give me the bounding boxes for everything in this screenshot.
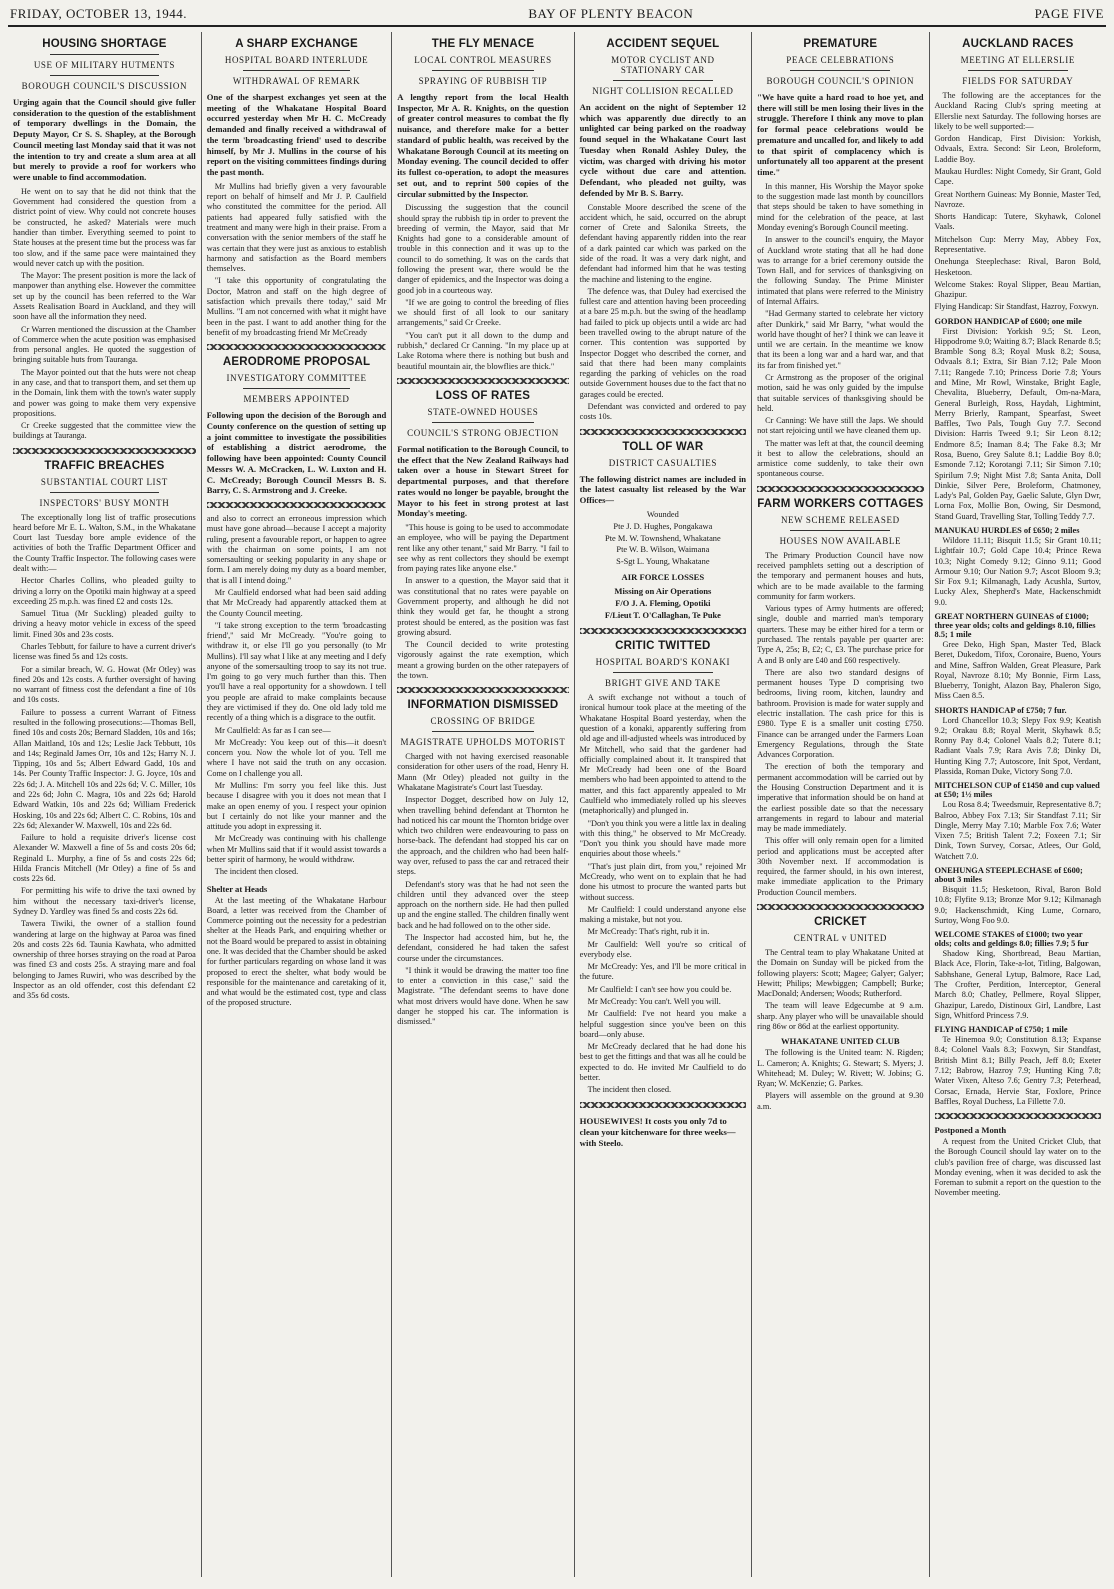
columns [8, 32, 1106, 1577]
paragraph: The Central team to play Whakatane United at the Domain on Sunday will be picked from the following players: Scott; Magee; Galyer; Galyer; Hewitt; Philips; Mewbiggen; Campbell; Burke; MacDonald; Andersen; Woods; Rutherford. [757, 948, 924, 999]
deck: BRIGHT GIVE AND TAKE [605, 678, 721, 689]
paragraph: Mr Caulfield: I can't see how you could be. [587, 984, 732, 994]
article-body [580, 203, 746, 423]
paragraph: "I take strong exception to the term 'broadcasting friend'," said Mr McCready. "You're going to withdraw it, or else I'll go you personally (to Mr Mullins). I'll say what I like at any meeting and I defy anyone of the somersaulting troop to say its not true. I'm going to go very much further than this. Then you'll have a real opportunity for a showdown. I tell you people are afraid to make complaints because they are victimised if they do. One old lady told me recently of a thing which is a disgrace to the outfit. [206, 620, 387, 723]
deck: BOROUGH COUNCIL'S OPINION [766, 76, 915, 86]
deck: INSPECTORS' BUSY MONTH [39, 497, 170, 508]
deck: DISTRICT CASUALTIES [608, 457, 717, 468]
story-housing [13, 38, 196, 442]
paragraph: Mr McCready: You can't. Well you will. [587, 997, 721, 1007]
paragraph: Cr Warren mentioned the discussion at the Chamber of Commerce when the acute position was emphasised from personal angles. He quoted the suggestion of bringing suitable huts from Tauranga. [13, 324, 196, 365]
paragraph: Various types of Army hutments are offered; single, double and married man's temporary quarters. These may be either hired for a term or purchased. The rentals payable per quarter are: Type A, 25s; B, £2; C, £3. The purchase price for A and B only are £40 and £60 respectively. [757, 604, 924, 665]
ornamental-rule [13, 448, 196, 454]
paragraph: The defence was, that Duley had exercised the fullest care and attention having been proceeding at a bare 25 m.p.h. but the swing of the headlamp had failed to pick up objects until a wide arc had been travelled owing to the abrupt nature of the corner. This contention was supported by Inspector Dogget who described the corner, and said that there had been many complaints regarding the parking of vehicles on the road outside Government houses due to the fact that no garages could be erected. [579, 286, 747, 399]
divider [613, 80, 713, 81]
lead-paragraph: "We have quite a hard road to hoe yet, and there will still be men losing their lives in the struggle. Therefore I think any move to plan for formal peace celebrations would be premature and uncalled for, and likely to add to that spirit of complacency which is unfortunately all too apparent at the present time." [757, 92, 924, 178]
paragraph: Inspector Dogget, described how on July 12, when travelling behind defendant at Thornton he had noticed his car mount the Thornton bridge over which two children were endeavouring to pass on horse-back. The defendant had stopped his car on the approach, and the children who had been half-way over, refused to pass the car and retraced their steps. [397, 795, 569, 877]
list-item: Pte M. W. Townshend, Whakatane [605, 533, 721, 543]
article-body [757, 551, 923, 898]
deck: SUBSTANTIAL COURT LIST [40, 476, 168, 487]
newspaper-title: BAY OF PLENTY BEACON [528, 6, 694, 21]
lead-paragraph: Urging again that the Council should give fuller consideration to the question of the establishment of temporary dwellings in the Domain, the Deputy Mayor, Cr S. S. Shapley, at the Borough Council meeting last Monday said that it was not the intention to try and create a slum area at all but merely to provide a roof for workers who were unable to find accommodation. [13, 97, 196, 183]
race-title: MANUKAU HURDLES of £650; 2 miles [934, 525, 1080, 535]
headline: TRAFFIC BREACHES [44, 459, 165, 472]
page-number: PAGE FIVE [1034, 6, 1104, 21]
paragraph: At the last meeting of the Whakatane Harbour Board, a letter was received from the Chamber of Commerce pointing out the necessity for a pedestrian shelter at the Heads Park, and enquiring whether or not the Board would be prepared to assist in obtaining one. It was decided that the Chamber should be asked for further particulars regarding on whose land it was proposed to erect the shelter, what body would be responsible for the maintenance and caretaking of it, and what would be the estimated cost, type and class of the proposed structure. [206, 895, 387, 1008]
headline: PREMATURE [803, 38, 878, 50]
paragraph: The Primary Production Council have now received pamphlets setting out a description of the temporary and permanent houses and huts, which are to be made available to the farming community for farm workers. [757, 550, 924, 601]
paragraph: The team will leave Edgecumbe at 9 a.m. sharp. Any player who will be unavailable should ring 86w or 86d at the earliest opportunity. [757, 1001, 924, 1031]
divider [50, 54, 160, 55]
paragraph: Mr McCready: Yes, and I'll be more critical in the future. [579, 962, 747, 982]
race-title: MITCHELSON CUP of £1450 and cup valued at £50; 1½ miles [934, 781, 1100, 800]
tip-line: Flying Handicap: Sir Standfast, Hazroy, Foxwyn. [934, 302, 1099, 312]
column-3 [392, 32, 574, 1577]
headline: FARM WORKERS COTTAGES [757, 497, 924, 510]
deck: COUNCIL'S STRONG OBJECTION [407, 427, 559, 438]
lead-paragraph: One of the sharpest exchanges yet seen at the meeting of the Whakatane Hospital Board occurred yesterday when Mr H. C. McCready demanded and finally received a withdrawal of the term 'broadcasting friend' used to describe himself, by Mr J. Mullins in the course of his report on the visiting committees findings during the past month. [206, 92, 387, 178]
ornamental-rule [580, 429, 746, 435]
tip-line: Mitchelson Cup: Merry May, Abbey Fox, Representative. [934, 234, 1101, 254]
story-cricket [757, 916, 923, 1112]
headline: AUCKLAND RACES [962, 38, 1074, 50]
deck: STATE-OWNED HOUSES [427, 406, 539, 417]
headline: CRICKET [814, 916, 867, 929]
divider [243, 388, 351, 389]
subheading: Missing on Air Operations [614, 586, 712, 597]
story-auckland-races [935, 38, 1101, 1107]
paragraph: Mr Caulfield: As far as I can see— [214, 725, 331, 735]
column-2 [202, 32, 393, 1577]
article-body [757, 182, 923, 480]
paragraph: Mr McCready declared that he had done his best to get the fittings and that was all he could be expected to do. He invited Mr Caulfield to do better. [579, 1042, 747, 1083]
race-field: Te Hinemoa 9.0; Constitution 8.13; Expanse 8.4; Colonel Vaals 8.3; Foxwyn, Sir Standfast, British Mint 8.1; Billy Peach, Jeff 8.0; Exeter 7.12; Babrow, Hazroy 7.9; Hunting King 7.8; Water Vixen, Alteso 7.6; Gentry 7.3; Peterhead, Corsac, Ernada, Hervie Star, Foxlore, Prince Baffles, Royal Duchess, La Fillette 7.0. [934, 1035, 1101, 1106]
deck: NIGHT COLLISION RECALLED [592, 86, 734, 96]
paragraph: In this manner, His Worship the Mayor spoke to the suggestion made last month by councillors that steps should be taken to have something in mind for the celebration of the peace, at last Monday evening's Borough Council meeting. [757, 181, 924, 232]
paragraph: Samuel Titua (Mr Suckling) pleaded guilty to driving a heavy motor vehicle in excess of the speed limit. Fined 30s and 23s costs. [13, 609, 196, 639]
paragraph: Discussing the suggestion that the council should spray the rubbish tip in order to prevent the breeding of vermin, the Mayor, said that Mr Knights had gone to a considerable amount of trouble in this connection and it was up to the council to do something. It was on the cards that following the present war, there would be the danger of epidemics, and the Inspector was doing a good job in a courteous way. [397, 203, 569, 295]
headline: TOLL OF WAR [622, 440, 704, 453]
ornamental-rule [935, 1113, 1101, 1119]
lead-paragraph: Following upon the decision of the Borough and County conference on the question of setting up a joint committee to investigate the possibilities of establishing a district aerodrome, the following have been appointed: County Council Messrs W. A. McCracken, L. W. Luxton and H. C. McCready; Borough Council Messrs B. S. Barry, C. S. Armstrong and J. Creeke. [206, 410, 387, 496]
deck: HOSPITAL BOARD'S KONAKI [595, 657, 731, 668]
headline: LOSS OF RATES [435, 389, 531, 402]
paragraph: The Council decided to write protesting vigorously against the rate exemption, which meant a growing burden on the other ratepayers of the town. [397, 640, 569, 680]
paragraph: "Don't you think you were a little lax in dealing with this thing," he observed to Mr McCready. "Don't you think you should have made more enquiries about those wheels." [579, 818, 747, 859]
paragraph: The erection of both the temporary and permanent accommodation will be carried out by the Housing Construction Department and it is imperative that information should be on hand at the earliest possible date so that the necessary arrangements in regard to labour and material may be made immediately. [757, 762, 924, 834]
paragraph: He went on to say that he did not think that the Government had considered the question from a district point of view. Why could not concrete houses be constructed, he asked? Materials were much handier than timber. Everything seemed to point to State houses at the present time but the process was far too slow, and if the same pace were maintained they would never catch up with the position. [13, 186, 196, 268]
deck: HOUSES NOW AVAILABLE [779, 535, 902, 546]
list-item: F/O J. A. Fleming, Opotiki [615, 599, 711, 609]
paragraph: The following are the acceptances for the Auckland Racing Club's spring meeting at Ellerslie next Saturday. The following horses are likely to be well supported:— [934, 91, 1101, 131]
paragraph: Defendant was convicted and ordered to pay costs 10s. [579, 401, 747, 422]
story-accident-sequel [580, 38, 746, 423]
story-loss-of-rates [397, 390, 568, 681]
divider [432, 731, 535, 732]
lead-paragraph: Formal notification to the Borough Council, to the effect that the New Zealand Railways had taken over a house in Stewart Street for departmental purposes, and that therefore rates would no longer be payable, brought the Mayor to his feet in strong protest at last Monday's meeting. [397, 443, 569, 519]
tip-line: Great Northern Guineas: My Bonnie, Master Ted, Navroze. [934, 189, 1101, 209]
paragraph: "I take this opportunity of congratulating the Doctor, Matron and staff on the high degree of satisfaction which prevails there today," said Mr Mullins. "I am not concerned with what it might have been in the past. I want to add another thing for the benefit of my broadcasting friend Mr McCready [206, 276, 387, 337]
paragraph: "That's just plain dirt, from you," rejoined Mr McCready, who went on to explain that he had done his utmost to procure the wanted parts but without success. [579, 861, 747, 902]
paragraph: The matter was left at that, the council deeming it best to allow the celebrations, should an armistice come suddenly, to take their own spontaneous course. [757, 438, 924, 479]
paragraph: Failure to hold a requisite driver's license cost Alexander W. Maxwell a fine of 5s and costs 20s 6d; Reginald L. Murphy, a fine of 5s and costs 22s 6d; Hilda Francis Mitchell (Mr Otley) a fine of 5s and costs 22s 6d. [13, 833, 196, 884]
paragraph: In answer to a question, the Mayor said that it was constitutional that no rates were payable on Government property, and although he did not think they would get far, he thought a strong protest should be entered, as the position was fast growing absurd. [397, 576, 569, 637]
deck: FIELDS FOR SATURDAY [962, 76, 1074, 86]
race-title: WELCOME STAKES of £1000; two year olds; colts and geldings 8.0; fillies 7.9; 5 fur [934, 930, 1089, 949]
paragraph: Cr Canning: We have still the Japs. We should not start rejoicing until we have cleaned them up. [757, 416, 924, 436]
paragraph: Tawera Tiwiki, the owner of a stallion found wandering at large on the highway at Paroa was fined 20s and costs 22s 6d. Taunia Kawhata, who admitted ownership of three horses straying on the road at Paroa was fined £3 and costs 25s. A straying mare and foal belonging to James Ruwiri, who was described by the Inspector as an old offender, cost this defendant £2 and 35s 6d costs. [13, 919, 196, 1001]
paragraph: "I think it would be drawing the matter too fine to enter a conviction in this case," said the Magistrate. "The defendant seems to have done what most drivers would have done. When he saw danger he stopped his car. The information is dismissed." [397, 965, 569, 1027]
paragraph: The Mayor: The present position is more the lack of manpower than anything else. However the committee set up by the council has been referred to the War Assets Realisation Board in Auckland, and they will soon have all the information they need. [13, 271, 196, 322]
divider [50, 75, 160, 76]
ornamental-rule [580, 628, 746, 634]
tip-line: Onehunga Steeplechase: Rival, Baron Bold, Hesketoon. [934, 257, 1101, 277]
ornamental-rule [757, 904, 923, 910]
story-sharp-exchange-continued [207, 514, 387, 878]
race-title: ONEHUNGA STEEPLECHASE of £600; about 3 miles [934, 866, 1083, 884]
paragraph: Cr Creeke suggested that the committee view the buildings at Tauranga. [13, 421, 196, 441]
story-fly-menace [397, 38, 568, 372]
race-title: FLYING HANDICAP of £750; 1 mile [934, 1025, 1068, 1035]
paragraph: Mr McCready: You keep out of this—it doesn't concern you. Now the whole lot of you. Tell me where I have not said the truth on any occasion. Come on I challenge you all. [206, 737, 387, 778]
paragraph: Failure to possess a current Warrant of Fitness resulted in the following prosecutions:—Thomas Bell, fined 10s and costs 20s; Bernard Sladden, 10s and 16s; Allan Maitland, 10s and 12s; Leslie Jack Tebbutt, 10s and 14s; Reginald James Orr, 10s and 12s; Harry N. J. Tipping, 10s and 5s; Albert Edward Gadd, 10s and 14s. Per County Traffic Inspector: J. G. Joyce, 10s and 22s 6d; J. A. Mitchell 10s and 22s 6d; V. C. Miller, 10s and 22s 6d; John C. Magra, 10s and 22s 6d; Harold Edward Watkin, 10s and 22s 6d; William Frederick Hosking, 10s and 22s 6d; Albert C. C. Robins, 10s and 22s 6d; Alexander W. Maxwell, 10s and 22s 6d. [13, 707, 196, 830]
story-traffic [13, 460, 196, 1002]
race-title: SHORTS HANDICAP of £750; 7 fur. [934, 705, 1067, 715]
paragraph: This offer will only remain open for a limited period and applications must be accepted after 30th November next. If accommodation is required, the farmer should, in his own interest, make immediate application to the Primary Production Council members. [757, 836, 924, 897]
lead-paragraph: The following district names are included in the latest casualty list released by the War Offices— [579, 473, 747, 505]
paragraph: "If we are going to control the breeding of flies we should first of all look to our sanitary arrangements," said Cr Creeke. [397, 297, 569, 328]
headline: AERODROME PROPOSAL [222, 356, 371, 369]
ornamental-rule [207, 502, 387, 508]
column-1 [8, 32, 202, 1577]
column-5 [752, 32, 929, 1577]
deck: MEMBERS APPOINTED [243, 394, 350, 405]
race-title: GREAT NORTHERN GUINEAS of £1000; three year olds; colts and geldings 8.10, fillies 8.5; 1 mile [934, 611, 1096, 639]
deck: CROSSING OF BRIDGE [430, 716, 536, 727]
divider [613, 672, 713, 673]
paragraph: Mr Caulfield endorsed what had been said adding that Mr McCready had apparently attacked them at the County Council meeting. [206, 587, 387, 618]
divider [432, 422, 535, 423]
divider [50, 492, 160, 493]
deck: BOROUGH COUNCIL'S DISCUSSION [21, 81, 188, 91]
paragraph: In answer to the council's enquiry, the Mayor of Auckland wrote stating that all he had done was to arrange for a brief ceremony outside the Town Hall, and for services of thanksgiving on the following Sunday. The Prime Minister intimated that plans were referred to the Ministry of Internal Affairs. [757, 235, 924, 306]
deck: SPRAYING OF RUBBISH TIP [418, 76, 548, 86]
paragraph: A request from the United Cricket Club, that the Borough Council should lay water on to the club's pavilion free of charge, was discussed last Monday evening, when it was decided to ask the Foreman to submit a report on the question to the November meeting. [934, 1137, 1101, 1198]
headline: CRITIC TWITTED [615, 640, 711, 653]
ornamental-rule [580, 1102, 746, 1108]
article-body [207, 182, 387, 338]
deck: HOSPITAL BOARD INTERLUDE [224, 55, 369, 65]
paragraph: Mr Mullins had briefly given a very favourable report on behalf of himself and Mr J. P. Caulfield who constituted the committee for the period. All patients had appeared fully satisfied with the treatment and many were high in their praise. From a conversation with the senior members of the staff he was certain that they were just as anxious to establish harmony and satisfaction as the Board members themselves. [206, 181, 387, 274]
paragraph: The Mayor pointed out that the huts were not cheap in any case, and that to transport them, and set them up in the Domain, link them with the town's water supply and power was going to make them very expensive propositions. [13, 367, 196, 418]
headline: THE FLY MENACE [431, 38, 535, 50]
article-body [13, 187, 196, 442]
deck: CENTRAL v UNITED [793, 933, 887, 944]
race-field: Wildore 11.11; Bisquit 11.5; Sir Grant 10.11; Lightfair 10.7; Gold Cape 10.4; Prince Rewa 10.3; Night Comedy 9.12; Ginno 9.11; Good Armour 9.10; Our Nation 9.7; Ascot Bloom 9.3; Sir Fox 9.1; Kilmanagh, Lady Acushla, Surtov, Lucky Alex, Shepherd's Mate, Hackenschmidt 9.0. [934, 535, 1101, 607]
article-body [13, 513, 196, 1002]
paragraph: Charles Tebbutt, for failure to have a current driver's license was fined 5s and 12s costs. [13, 642, 196, 662]
article-body [397, 523, 568, 681]
paragraph: A swift exchange not without a touch of ironical humour took place at the meeting of the Whakatane Hospital Board yesterday, when the question of a konaki, apparently suffering from old age and ill-adjusted wheels was introduced by Mr Mitchell, who said that the gardener had officially complained about it. It transpired that Mr McCready had been one of the Board members who had been appointed to attend to the matter, and this fact apparently appealed to Mr Caulfield who immediately rolled up his sleeves (metaphorically) and plunged in. [579, 693, 747, 816]
paragraph: The incident then closed. [587, 1085, 672, 1095]
paragraph: There are also two standard designs of permanent houses Type D comprising two bedrooms, living room, kitchen, laundry and bathroom. Provision is made for water supply and electric installation. The cash price for this is £980. Type E is a smaller unit costing £750. Finance can be arranged under the Farmers Loan Emergency Regulations, through the State Advances Corporation. [757, 667, 924, 760]
column-4 [575, 32, 752, 1577]
race-title: GORDON HANDICAP of £600; one mile [934, 316, 1082, 326]
deck: NEW SCHEME RELEASED [780, 514, 900, 525]
deck: PEACE CELEBRATIONS [786, 55, 895, 65]
paragraph: Defendant's story was that he had not seen the children until they advanced over the steep approach on the northern side. He had then pulled up and the engine stalled. The children finally went back and he had followed on to the other side. [397, 879, 569, 930]
article-body [935, 91, 1101, 1107]
masthead [8, 4, 1106, 27]
divider [790, 70, 890, 71]
article-body [935, 1137, 1101, 1199]
subheading: Shelter at Heads [206, 883, 268, 894]
deck: MOTOR CYCLIST AND STATIONARY CAR [611, 55, 715, 75]
story-sharp-exchange [207, 38, 387, 338]
paragraph: Cr Armstrong as the proposer of the original motion, said he was only guided by the impulse that suitable services of thanksgiving should be held. [757, 372, 924, 413]
deck: USE OF MILITARY HUTMENTS [33, 60, 175, 70]
race-field: Bisquit 11.5; Hesketoon, Rival, Baron Bold 10.8; Flyfite 9.13; Bronze Mor 9.12; Kilmanagh 9.0; Hackenschmidt, King Lume, Cornaro, Surtoy, Wong Foo 9.0. [934, 885, 1101, 925]
list-item: S-Sgt L. Young, Whakatane [616, 557, 710, 567]
tip-line: Maukau Hurdles: Night Comedy, Sir Grant, Gold Cape. [934, 166, 1101, 187]
airforce-list [580, 599, 746, 622]
list-item: Pte J. D. Hughes, Pongakawa [613, 521, 713, 531]
advert-notice: HOUSEWIVES! It costs you only 7d to clean your kitchenware for three weeks—with Steelo. [579, 1115, 736, 1148]
article-body [207, 896, 387, 1009]
ornamental-rule [397, 378, 568, 384]
casualty-list [580, 510, 746, 569]
ornamental-rule [397, 687, 568, 693]
paragraph: For permitting his wife to drive the taxi owned by him without the necessary taxi-driver's license, Sydney D. Yardley was fined 5s and costs 22s 6d. [13, 886, 196, 917]
ornamental-rule [207, 344, 387, 350]
tip-line: Gordon Handicap, First Division: Yorkish, Odvaals, Extra. Second: Sir Leon, Broleform, Laddie Boy. [934, 134, 1101, 164]
paragraph: The Inspector had accosted him, but he, the defendant, considered he had taken the safest course under the circumstances. [397, 932, 569, 963]
article-body [757, 948, 923, 1032]
paragraph: The incident then closed. [214, 867, 299, 877]
headline: HOUSING SHORTAGE [42, 38, 167, 50]
list-item: Pte W. B. Wilson, Waimana [616, 545, 710, 555]
article-body [397, 203, 568, 372]
paragraph: "Had Germany started to celebrate her victory after Dunkirk," said Mr Barry, "what would the world have thought of her? I think we can leave it until we are certain. In the meantime we know that its been a long war and a hard war, and that its far from finished yet." [757, 309, 924, 370]
headline: A SHARP EXCHANGE [235, 38, 358, 50]
article-body [757, 1048, 923, 1112]
story-aerodrome [207, 356, 387, 496]
paragraph: and also to correct an erroneous impression which must have gone abroad—because I accept a majority ruling, present a favourable report, or happen to agree with the chairman on some points, I am not somersaulting or seeking popularity in any shape or form. I am merely doing my duty as a board member, that is all I intend doing." [206, 513, 387, 585]
paragraph: Mr Caulfield: Well you're so critical of everybody else. [579, 939, 747, 959]
paragraph: The following is the United team: N. Rigden; L. Cameron; A. Knights; G. Stewart; S. Myers; J. Whitehead; M. Duley; W. Rivett; W. Jobins; G. Ryan; W. McKenzie; G. Parkes. [757, 1048, 924, 1089]
ornamental-rule [757, 486, 923, 492]
deck: INVESTIGATORY COMMITTEE [226, 373, 367, 384]
newspaper-page [8, 4, 1106, 1579]
issue-date: FRIDAY, OCTOBER 13, 1944. [10, 6, 187, 21]
paragraph: Hector Charles Collins, who pleaded guilty to driving a lorry on the Opotiki main highway at a speed exceeding 25 m.p.h. was fined £2 and costs 12s. [13, 576, 196, 606]
deck: MEETING AT ELLERSLIE [960, 55, 1075, 65]
paragraph: The exceptionally long list of traffic prosecutions heard before Mr E. L. Walton, S.M., in the Whakatane Court last Tuesday bore ample evidence of the activities of both the Traffic Department Officer and the County Traffic Inspector. The following cases were dealt with:— [13, 512, 196, 574]
story-toll-of-war [580, 441, 746, 623]
paragraph: Constable Moore described the scene of the accident which, he said, occurred on the abrupt corner of Crete and Salonika Streets, the defendant having apparently ridden into the rear of a dark painted car which was parked on the side of the road. It was a very dark night, and defendant had informed him that he was testing the machine and listening to the engine. [579, 202, 747, 284]
paragraph: "You can't put it all down to the dump and rubbish," declared Cr Canning. "In my place up at Lake Rotoma where there is nothing but bush and beautiful mountain air, the blowflies are thick." [397, 330, 569, 371]
article-body [580, 693, 746, 1095]
tip-line: Welcome Stakes: Royal Slipper, Beau Martian, Ghazipur. [934, 279, 1101, 300]
subheading: AIR FORCE LOSSES [621, 572, 705, 583]
divider [968, 70, 1068, 71]
paragraph: For a similar breach, W. G. Howat (Mr Otley) was fined 20s and 12s costs. A further oversight of having no warrant of fitness cost the defendant a fine of 10s and 10s costs. [13, 664, 196, 705]
story-information-dismissed [397, 699, 568, 1027]
column-6 [930, 32, 1106, 1577]
deck: MAGISTRATE UPHOLDS MOTORIST [400, 737, 566, 748]
paragraph: Mr Caulfield: I've not heard you make a helpful suggestion since you've been on this board—only abuse. [579, 1009, 747, 1039]
deck: LOCAL CONTROL MEASURES [414, 55, 552, 65]
list-item: F/Lieut T. O'Callaghan, Te Puke [604, 611, 721, 621]
lead-paragraph: A lengthy report from the local Health Inspector, Mr A. R. Knights, on the question of greater control measures to combat the fly nuisance, and therefore make for a better standard of public health, was received by the Whakatane Borough Council at its meeting on Monday evening. The council decided to offer its fullest co-operation, to adopt the measures set out, and to reprint 500 copies of the circular submitted by the Inspector. [397, 92, 569, 199]
divider [790, 530, 890, 531]
headline: ACCIDENT SEQUEL [606, 38, 720, 50]
subheading: Postponed a Month [934, 1125, 1007, 1136]
paragraph: Mr Caulfield: I could understand anyone else making a mistake, but not you. [579, 904, 747, 925]
paragraph: Charged with not having exercised reasonable consideration for other users of the road, Henry H. Mann (Mr Otley) pleaded not guilty in the Whakatane Magistrate's Court last Tuesday. [397, 752, 569, 793]
story-critic-twitted [580, 640, 746, 1148]
paragraph: Mr Mullins: I'm sorry you feel like this. Just because I disagree with you it does not mean that I make an open enemy of you. I respect your opinion but I certainly do not like your manner and the attitude you adopt in expressing it. [206, 781, 387, 832]
article-body [397, 752, 568, 1027]
story-farm-workers-cottages [757, 498, 923, 898]
race-field: Lord Chancellor 10.3; Slepy Fox 9.9; Keatish 9.2; Orakau 8.8; Royal Merit, Skyhawk 8.5; Ronny Pay 8.4; Colonel Vaals 8.2; Tutere 8.1; Radiant Vaals 7.9; Rara Avis 7.8; Dinky Di, Hunting King 7.7; Autoscore, Init Spot, Verdant, Plassida, Roman Duke, Victory Song 7.0. [934, 715, 1101, 777]
lead-paragraph: An accident on the night of September 12 which was apparently due directly to an unlighted car being parked on the roadway found sequel in the Whakatane Court last Tuesday when Ronald Ashley Duley, the victim, was charged with driving his motor cycle without due care and attention. Defendant, who pleaded not guilty, was defended by Mr B. S. Barry. [579, 102, 747, 198]
divider [243, 70, 351, 71]
race-field: Shadow King, Shortbread, Beau Martian, Black Ace, Florin, Take-a-lot, Titling, Balgowan, Sabhshane, General Lytup, Balmore, Race Lad, The Crofter, Perdition, Interceptor, General March 8.0; Chatley, Pellmere, Royal Slipper, Ghazipur, Laredo, Distinoux Girl, Landbre, Last Sign, Whitford Princess 7.9. [934, 949, 1101, 1020]
divider [432, 70, 535, 71]
paragraph: Mr McCready was continuing with his challenge when Mr Mullins said that if it would assist towards a better spirit of harmony, he would withdraw. [206, 834, 387, 864]
paragraph: Mr McCready: That's right, rub it in. [587, 927, 710, 937]
deck: WITHDRAWAL OF REMARK [232, 76, 361, 86]
subheading: WHAKATANE UNITED CLUB [781, 1036, 900, 1047]
list-heading: Wounded [646, 509, 679, 519]
story-premature [757, 38, 923, 480]
race-field: Gree Deko, High Span, Master Ted, Black Beret, Dukedom, Tifox, Coronaire, Bueno, Yours and Mine, Saffron Walden, Great Pleasure, Park Royal, Navroze 8.10; My Bonnie, Firm Lass, Blueberry, Tonight, Alazon Bay, Phaleron Sigo, Miss Caen 8.5. [934, 639, 1101, 701]
headline: INFORMATION DISMISSED [407, 699, 559, 712]
tip-line: Shorts Handicap: Tutere, Skyhawk, Colonel Vaals. [934, 212, 1101, 232]
race-field: First Division: Yorkish 9.5; St. Leon, Hippodrome 9.0; Waiting 8.7; Black Renarde 8.5; Bramble Song 8.3; Royal Musk 8.2; Sousa, Odvaals 8.1; Extra, Sir Bian 7.12; Pale Moon 7.11; Rangede 7.10; Princess Dorie 7.8; Yours and Mine, Mr Rowl, Winstake, Bright Eagle, Chevalita, Blueberry, Default, Om-na-Mara, General Burleigh, Ross, Haydah, Lightmint, Merry Brierly, Rampant, Spearfast, Sweet Baffles, Two Pals, Tough Guy 7.7. Second Division: Harris Tweed 9.1; Sir Leon 8.12; Endmore 8.5; Inaman 8.4; The Fake 8.3; Mr Rosa, Bueno, Grey Salute 8.1; Laddie Boy 8.0; Esmonde 7.12; Korotangi 7.11; Sir Simon 7.10; Spirilum 7.9; Night Mist 7.8; Santa Anita, Doll Dinkie, Silver Pere, Broleform, Chatmoney, Lady's Pal, Golden Pay, Gaelic Salute, Glyn Dwr, Lorna Fox, Mollie Bon, Owing, Sir Desmond, Stand Guard, Travelling Star, Tolling Teddy 7.7. [934, 326, 1101, 521]
paragraph: "This house is going to be used to accommodate an employee, who will be paying the Department rent like any other tenant," said Mr Barry. "I fail to see why as rent collectors they should be exempt from paying rates like anyone else." [397, 522, 569, 574]
race-field: Lou Rosa 8.4; Tweedsmuir, Representative 8.7; Balroo, Abbey Fox 7.13; Sir Standfast 7.11; Sir Dingle, Merry May 7.10; Marble Fox 7.6; Water Vixen 7.5; British Talent 7.2; Foxeen 7.1; Sir Dink, Town Survey, Corsac, Atlees, Our Gold, Watchett 7.0. [934, 800, 1101, 861]
paragraph: Players will assemble on the ground at 9.30 a.m. [757, 1091, 924, 1111]
